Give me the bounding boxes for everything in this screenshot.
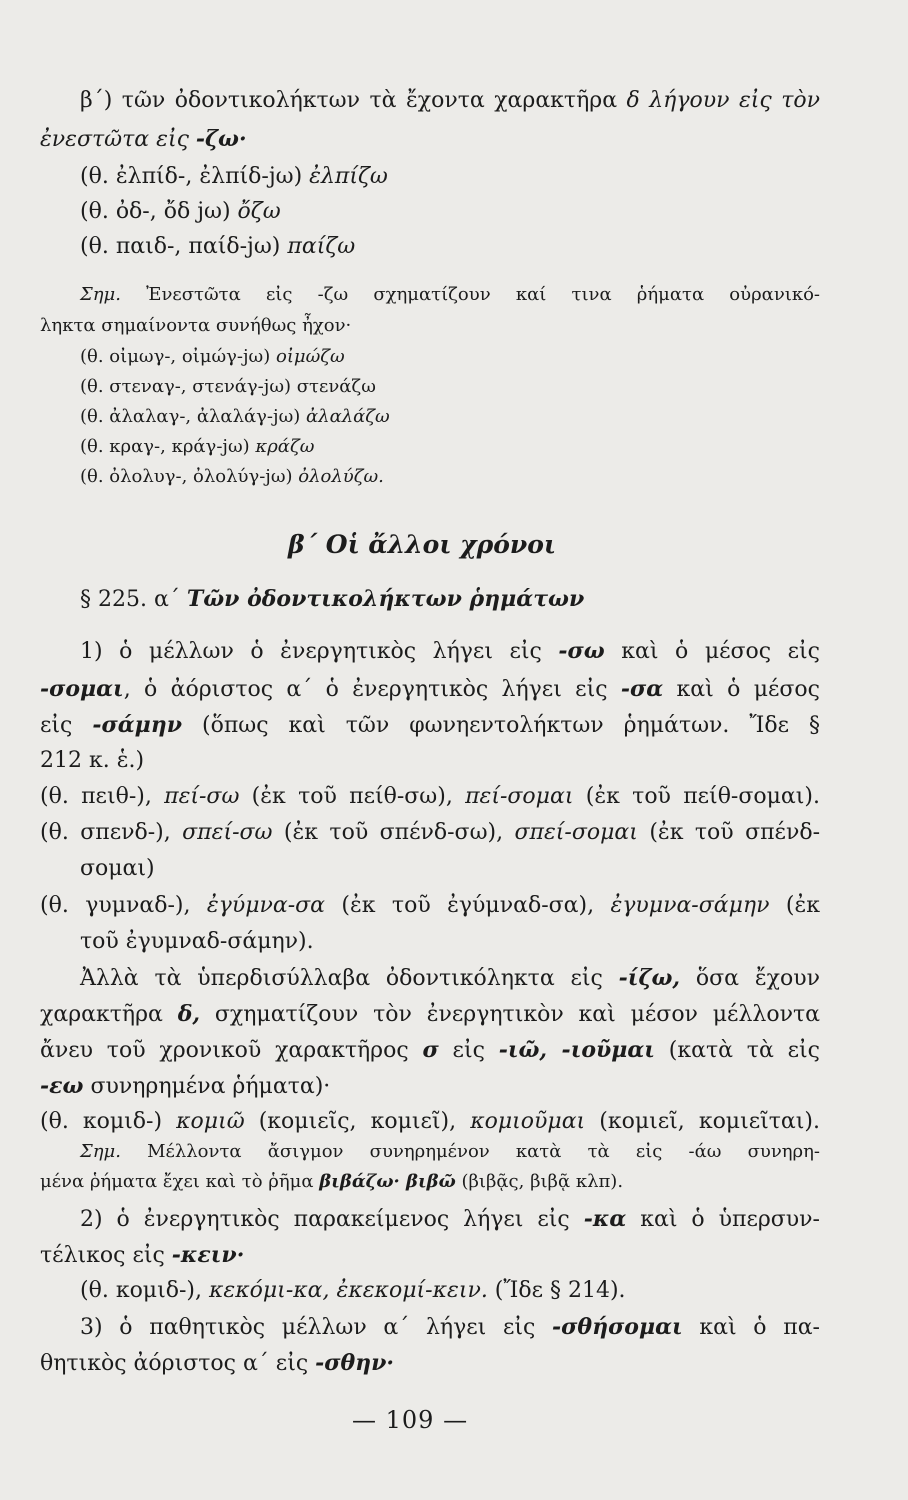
paragraph-heading: § 225. α΄ Τῶν ὀδοντικολήκτων ῥημάτων [80, 586, 585, 612]
text-line: 212 κ. ἑ.) [40, 748, 145, 773]
note-line: Σημ. Μέλλοντα ἄσιγμον συνηρημένον κατὰ τὰ εἰς -άω συνηρη- [80, 1141, 820, 1162]
text-line: -σομαι, ὁ ἀόριστος α΄ ὁ ἐνεργητικὸς λήγει εἰς -σα καὶ ὁ μέσος [40, 676, 820, 702]
text-line: 3) ὁ παθητικὸς μέλλων α΄ λήγει εἰς -σθήσομαι καὶ ὁ πα- [80, 1314, 820, 1340]
text-line: 2) ὁ ἐνεργητικὸς παρακείμενος λήγει εἰς -κα καὶ ὁ ὑπερσυν- [80, 1206, 820, 1232]
note-line: Σημ. Ἐνεστῶτα εἰς -ζω σχηματίζουν καί τινα ῥήματα οὐρανικό- [80, 284, 820, 305]
text-line: εἰς -σάμην (ὅπως καὶ τῶν φωνηεντολήκτων ῥημάτων. Ἴδε § [40, 712, 820, 738]
note-line: ληκτα σημαίνοντα συνήθως ἦχον· [40, 315, 352, 336]
text-line: 1) ὁ μέλλων ὁ ἐνεργητικὸς λήγει εἰς -σω καὶ ὁ μέσος εἰς [80, 638, 820, 664]
text-line: (θ. ἐλπίδ-, ἐλπίδ-jω) ἐλπίζω [80, 164, 388, 189]
note-line: (θ. οἰμωγ-, οἰμώγ-jω) οἰμώζω [80, 346, 345, 367]
text-line: θητικὸς ἀόριστος α΄ εἰς -σθην· [40, 1350, 395, 1376]
text-line: (θ. γυμναδ-), ἐγύμνα-σα (ἐκ τοῦ ἐγύμναδ-σα), ἐγυμνα-σάμην (ἐκ [40, 893, 820, 918]
text-line: -εω συνηρημένα ῥήματα)· [40, 1073, 331, 1099]
text-line: (θ. ὀδ-, ὄδ jω) ὄζω [80, 199, 281, 224]
note-line: μένα ῥήματα ἔχει καὶ τὸ ῥῆμα βιβάζω· βιβῶ (βιβᾷς, βιβᾷ κλπ). [40, 1171, 624, 1192]
note-line: (θ. κραγ-, κράγ-jω) κράζω [80, 436, 315, 457]
text-line: (θ. κομιδ-) κομιῶ (κομιεῖς, κομιεῖ), κομιοῦμαι (κομιεῖ, κομιεῖται). [40, 1109, 820, 1134]
text-line: Ἀλλὰ τὰ ὑπερδισύλλαβα ὀδοντικόληκτα εἰς -ίζω, ὅσα ἔχουν [80, 965, 820, 991]
text-line: τοῦ ἐγυμναδ-σάμην). [80, 929, 314, 954]
section-heading: β΄ Οἱ ἄλλοι χρόνοι [288, 530, 557, 559]
text-line: ἄνευ τοῦ χρονικοῦ χαρακτῆρος σ εἰς -ιῶ, -ιοῦμαι (κατὰ τὰ εἰς [40, 1037, 820, 1063]
note-line: (θ. ἀλαλαγ-, ἀλαλάγ-jω) ἀλαλάζω [80, 406, 390, 427]
text-line: χαρακτῆρα δ, σχηματίζουν τὸν ἐνεργητικὸν καὶ μέσον μέλλοντα [40, 1001, 820, 1027]
text-line: (θ. πειθ-), πεί-σω (ἐκ τοῦ πείθ-σω), πεί-σομαι (ἐκ τοῦ πείθ-σομαι). [40, 784, 820, 809]
text-line: τέλικος εἰς -κειν· [40, 1242, 245, 1268]
text-line: β΄) τῶν ὀδοντικολήκτων τὰ ἔχοντα χαρακτῆρα δ λήγουν εἰς τὸν [80, 88, 820, 113]
text-line: ἐνεστῶτα εἰς -ζω· [40, 126, 247, 152]
text-line: σομαι) [80, 856, 155, 881]
note-line: (θ. στεναγ-, στενάγ-jω) στενάζω [80, 376, 376, 397]
text-line: (θ. παιδ-, παίδ-jω) παίζω [80, 234, 356, 259]
page-number: — 109 — [352, 1406, 469, 1434]
text-line: (θ. σπενδ-), σπεί-σω (ἐκ τοῦ σπένδ-σω), σπεί-σομαι (ἐκ τοῦ σπένδ- [40, 820, 820, 845]
note-line: (θ. ὀλολυγ-, ὀλολύγ-jω) ὀλολύζω. [80, 466, 384, 487]
text-line: (θ. κομιδ-), κεκόμι-κα, ἐκεκομί-κειν. (Ἴδε § 214). [80, 1278, 626, 1303]
